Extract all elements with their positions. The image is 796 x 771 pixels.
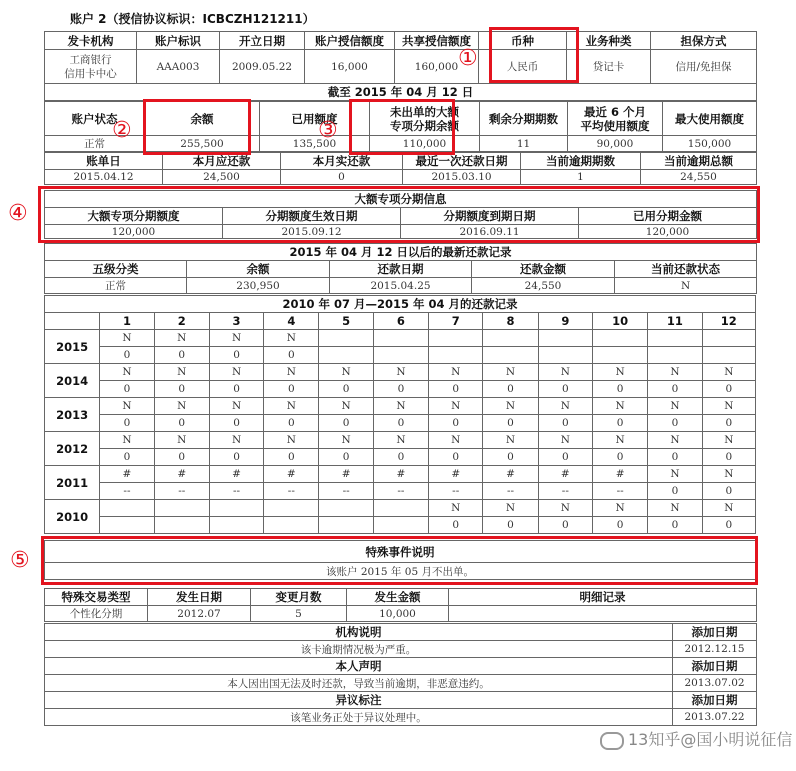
notes-table <box>44 623 757 726</box>
value-unbilled-installment: 110,000 <box>370 136 480 152</box>
value-currency: 人民币 <box>479 50 567 84</box>
history-year-2015: 2015 <box>45 330 100 364</box>
history-status-cell <box>209 500 263 517</box>
institution-note-text: 该卡逾期情况极为严重。 <box>45 641 673 658</box>
history-amount-cell <box>154 517 209 534</box>
value-bill-day: 2015.04.12 <box>45 170 163 185</box>
header-trade-type: 特殊交易类型 <box>45 589 148 606</box>
history-amount-cell <box>319 347 373 364</box>
month-header-2: 2 <box>154 313 209 330</box>
large-installment-title: 大额专项分期信息 <box>45 191 757 208</box>
marker-5: ⑤ <box>10 548 30 573</box>
header-detail-record: 明细记录 <box>449 589 757 606</box>
history-amount-cell: 0 <box>429 381 483 398</box>
history-amount-cell: 0 <box>154 415 209 432</box>
history-amount-cell: 0 <box>648 483 702 500</box>
value-trade-amount: 10,000 <box>347 606 449 622</box>
history-amount-cell: 0 <box>319 381 373 398</box>
history-status-cell: N <box>319 398 373 415</box>
history-amount-cell: 0 <box>592 381 647 398</box>
month-header-4: 4 <box>264 313 319 330</box>
history-amount-cell: 0 <box>100 347 154 364</box>
value-account-status: 正常 <box>45 136 145 152</box>
history-status-cell <box>319 330 373 347</box>
history-status-cell: # <box>319 466 373 483</box>
history-status-cell: N <box>592 500 647 517</box>
history-amount-cell: 0 <box>154 449 209 466</box>
header-used-limit: 已用额度 <box>260 102 370 136</box>
header-guarantee: 担保方式 <box>651 32 757 50</box>
history-amount-cell <box>702 347 755 364</box>
history-status-cell: N <box>483 432 538 449</box>
history-row-2012-amount <box>45 449 756 466</box>
history-status-cell: N <box>702 398 755 415</box>
header-installment-limit: 大额专项分期额度 <box>45 208 223 225</box>
value-credit-limit: 16,000 <box>305 50 395 84</box>
history-status-cell: N <box>483 500 538 517</box>
header-account-id: 账户标识 <box>137 32 220 50</box>
history-amount-cell: 0 <box>319 415 373 432</box>
history-status-cell: N <box>702 500 755 517</box>
history-amount-cell: 0 <box>702 415 755 432</box>
header-currency: 币种 <box>479 32 567 50</box>
history-amount-cell: -- <box>264 483 319 500</box>
history-status-cell: # <box>154 466 209 483</box>
history-status-cell: N <box>154 364 209 381</box>
header-shared-limit: 共享授信额度 <box>395 32 479 50</box>
history-row-2010-amount <box>45 517 756 534</box>
header-paid-this-month: 本月实还款 <box>281 153 403 170</box>
history-amount-cell: 0 <box>483 517 538 534</box>
value-paid-this-month: 0 <box>281 170 403 185</box>
marker-3: ③ <box>318 118 338 143</box>
value-installment-used: 120,000 <box>579 225 757 239</box>
institution-note-date: 2012.12.15 <box>673 641 757 658</box>
header-repay-status: 当前还款状态 <box>615 261 757 278</box>
history-amount-cell: -- <box>209 483 263 500</box>
repay-history-title: 2010 年 07 月—2015 年 04 月的还款记录 <box>45 296 756 313</box>
history-amount-cell: 0 <box>648 449 702 466</box>
header-remaining-periods: 剩余分期期数 <box>480 102 568 136</box>
history-amount-cell: 0 <box>702 381 755 398</box>
history-status-cell: # <box>100 466 154 483</box>
history-amount-cell: -- <box>373 483 428 500</box>
history-amount-cell: -- <box>100 483 154 500</box>
history-row-2010-status <box>45 500 756 517</box>
month-header-1: 1 <box>100 313 154 330</box>
history-amount-cell: 0 <box>264 381 319 398</box>
history-status-cell: N <box>209 330 263 347</box>
history-status-cell: N <box>648 364 702 381</box>
header-overdue-total: 当前逾期总额 <box>641 153 757 170</box>
history-amount-cell: 0 <box>373 415 428 432</box>
history-status-cell: N <box>702 364 755 381</box>
history-status-cell: N <box>100 432 154 449</box>
value-shared-limit: 160,000 <box>395 50 479 84</box>
dispute-note-title: 异议标注 <box>45 692 673 709</box>
header-repay-amount: 还款金额 <box>472 261 615 278</box>
history-amount-cell: 0 <box>538 449 592 466</box>
history-status-cell: N <box>538 398 592 415</box>
history-status-cell <box>538 330 592 347</box>
month-header-blank <box>45 313 100 330</box>
value-overdue-total: 24,550 <box>641 170 757 185</box>
value-used-limit: 135,500 <box>260 136 370 152</box>
account-status-table <box>44 101 757 152</box>
history-status-cell: # <box>592 466 647 483</box>
watermark <box>600 727 792 750</box>
month-header-10: 10 <box>592 313 647 330</box>
history-status-cell: N <box>592 398 647 415</box>
history-amount-cell: -- <box>538 483 592 500</box>
history-amount-cell: 0 <box>483 415 538 432</box>
history-status-cell <box>429 330 483 347</box>
history-amount-cell: 0 <box>373 449 428 466</box>
history-row-2013-status <box>45 398 756 415</box>
history-status-cell <box>592 330 647 347</box>
header-bill-day: 账单日 <box>45 153 163 170</box>
special-trade-table <box>44 588 757 622</box>
history-status-cell: N <box>702 432 755 449</box>
history-status-cell <box>702 330 755 347</box>
personal-statement-date: 2013.07.02 <box>673 675 757 692</box>
history-amount-cell: -- <box>154 483 209 500</box>
history-amount-cell: 0 <box>264 449 319 466</box>
latest-repay-table <box>44 243 757 294</box>
history-amount-cell: 0 <box>154 347 209 364</box>
history-status-cell: N <box>592 432 647 449</box>
history-status-cell: N <box>264 432 319 449</box>
history-status-cell: N <box>648 432 702 449</box>
history-status-cell <box>319 500 373 517</box>
history-status-cell: N <box>154 398 209 415</box>
dispute-note-date-label: 添加日期 <box>673 692 757 709</box>
history-amount-cell: 0 <box>373 381 428 398</box>
marker-2: ② <box>112 118 132 143</box>
header-due-this-month: 本月应还款 <box>163 153 281 170</box>
history-amount-cell: 0 <box>483 381 538 398</box>
value-business-type: 贷记卡 <box>567 50 651 84</box>
personal-statement-title: 本人声明 <box>45 658 673 675</box>
history-year-2011: 2011 <box>45 466 100 500</box>
history-amount-cell <box>592 347 647 364</box>
header-issuer: 发卡机构 <box>45 32 137 50</box>
history-amount-cell: 0 <box>209 415 263 432</box>
month-header-9: 9 <box>538 313 592 330</box>
header-latest-balance: 余额 <box>187 261 330 278</box>
history-status-cell: N <box>429 432 483 449</box>
value-max-usage: 150,000 <box>663 136 757 152</box>
history-status-cell <box>648 330 702 347</box>
history-amount-cell: 0 <box>592 415 647 432</box>
history-amount-cell: 0 <box>538 381 592 398</box>
month-header-11: 11 <box>648 313 702 330</box>
history-amount-cell: 0 <box>702 483 755 500</box>
history-row-2011-status <box>45 466 756 483</box>
history-amount-cell: 0 <box>154 381 209 398</box>
header-last-repay-date: 最近一次还款日期 <box>403 153 521 170</box>
header-credit-limit: 账户授信额度 <box>305 32 395 50</box>
personal-statement-date-label: 添加日期 <box>673 658 757 675</box>
as-of-date: 截至 2015 年 04 月 12 日 <box>45 84 757 101</box>
month-header-6: 6 <box>373 313 428 330</box>
history-row-2014-status <box>45 364 756 381</box>
institution-note-title: 机构说明 <box>45 624 673 641</box>
history-status-cell: # <box>429 466 483 483</box>
history-amount-cell: -- <box>592 483 647 500</box>
special-event-title: 特殊事件说明 <box>45 541 756 563</box>
history-status-cell: N <box>702 466 755 483</box>
history-row-2015-amount <box>45 347 756 364</box>
history-status-cell: # <box>264 466 319 483</box>
header-avg-usage: 最近 6 个月 平均使用额度 <box>568 102 663 136</box>
value-due-this-month: 24,500 <box>163 170 281 185</box>
history-amount-cell: 0 <box>100 449 154 466</box>
history-status-cell: N <box>538 364 592 381</box>
value-repay-status: N <box>615 278 757 294</box>
marker-4: ④ <box>8 201 28 226</box>
history-status-cell: # <box>209 466 263 483</box>
month-header-8: 8 <box>483 313 538 330</box>
history-amount-cell: -- <box>429 483 483 500</box>
value-installment-end: 2016.09.11 <box>401 225 579 239</box>
value-open-date: 2009.05.22 <box>220 50 305 84</box>
history-amount-cell <box>538 347 592 364</box>
account-basic-table <box>44 31 757 101</box>
month-header-row <box>45 313 756 330</box>
history-amount-cell: 0 <box>538 415 592 432</box>
history-status-cell: # <box>538 466 592 483</box>
header-balance: 余额 <box>145 102 260 136</box>
value-trade-type: 个性化分期 <box>45 606 148 622</box>
history-amount-cell: 0 <box>592 517 647 534</box>
history-status-cell: N <box>373 432 428 449</box>
history-status-cell: N <box>319 432 373 449</box>
history-status-cell <box>154 500 209 517</box>
value-change-months: 5 <box>251 606 347 622</box>
history-status-cell: N <box>648 500 702 517</box>
account-title: 账户 2（授信协议标识：ICBCZH121211） <box>70 12 315 26</box>
history-amount-cell: 0 <box>648 517 702 534</box>
dispute-note-text: 该笔业务正处于异议处理中。 <box>45 709 673 726</box>
header-installment-used: 已用分期金额 <box>579 208 757 225</box>
history-status-cell: # <box>373 466 428 483</box>
watermark-text: 13知乎@国小明说征信 <box>628 730 793 749</box>
special-event-text: 该账户 2015 年 05 月不出单。 <box>45 563 756 580</box>
history-amount-cell: 0 <box>100 415 154 432</box>
history-amount-cell: 0 <box>592 449 647 466</box>
history-status-cell: N <box>100 398 154 415</box>
history-amount-cell: 0 <box>702 517 755 534</box>
value-account-id: AAA003 <box>137 50 220 84</box>
value-issuer: 工商银行 信用卡中心 <box>45 50 137 84</box>
month-header-3: 3 <box>209 313 263 330</box>
header-trade-date: 发生日期 <box>148 589 251 606</box>
value-latest-balance: 230,950 <box>187 278 330 294</box>
history-amount-cell: 0 <box>264 415 319 432</box>
history-amount-cell <box>319 517 373 534</box>
history-amount-cell: 0 <box>100 381 154 398</box>
history-amount-cell: -- <box>483 483 538 500</box>
value-installment-limit: 120,000 <box>45 225 223 239</box>
history-status-cell <box>100 500 154 517</box>
header-repay-date: 还款日期 <box>330 261 472 278</box>
history-status-cell: N <box>648 466 702 483</box>
history-year-2010: 2010 <box>45 500 100 534</box>
history-status-cell: N <box>100 330 154 347</box>
header-five-level: 五级分类 <box>45 261 187 278</box>
value-detail-record <box>449 606 757 622</box>
value-five-level: 正常 <box>45 278 187 294</box>
history-status-cell: N <box>154 330 209 347</box>
history-amount-cell: 0 <box>264 347 319 364</box>
history-amount-cell: 0 <box>209 381 263 398</box>
institution-note-date-label: 添加日期 <box>673 624 757 641</box>
header-account-status: 账户状态 <box>45 102 145 136</box>
history-status-cell: N <box>429 364 483 381</box>
history-amount-cell: 0 <box>702 449 755 466</box>
history-status-cell <box>264 500 319 517</box>
history-year-2012: 2012 <box>45 432 100 466</box>
large-installment-table <box>44 190 757 239</box>
value-balance: 255,500 <box>145 136 260 152</box>
header-open-date: 开立日期 <box>220 32 305 50</box>
latest-repay-title: 2015 年 04 月 12 日以后的最新还款记录 <box>45 244 757 261</box>
header-installment-end: 分期额度到期日期 <box>401 208 579 225</box>
dispute-note-date: 2013.07.22 <box>673 709 757 726</box>
history-amount-cell: 0 <box>209 347 263 364</box>
history-year-2014: 2014 <box>45 364 100 398</box>
history-status-cell: N <box>373 398 428 415</box>
history-row-2012-status <box>45 432 756 449</box>
history-status-cell: N <box>538 500 592 517</box>
history-row-2011-amount <box>45 483 756 500</box>
history-status-cell: N <box>264 364 319 381</box>
wechat-icon <box>600 732 624 750</box>
history-status-cell: N <box>154 432 209 449</box>
history-amount-cell: 0 <box>648 381 702 398</box>
history-status-cell: N <box>592 364 647 381</box>
history-row-2015-status <box>45 330 756 347</box>
value-guarantee: 信用/免担保 <box>651 50 757 84</box>
value-installment-start: 2015.09.12 <box>223 225 401 239</box>
history-amount-cell <box>209 517 263 534</box>
header-overdue-periods: 当前逾期期数 <box>521 153 641 170</box>
billing-table <box>44 152 757 185</box>
header-installment-start: 分期额度生效日期 <box>223 208 401 225</box>
history-status-cell: N <box>483 398 538 415</box>
history-status-cell: N <box>648 398 702 415</box>
header-unbilled-installment: 未出单的大额 专项分期余额 <box>370 102 480 136</box>
history-status-cell <box>373 330 428 347</box>
history-year-2013: 2013 <box>45 398 100 432</box>
value-avg-usage: 90,000 <box>568 136 663 152</box>
history-amount-cell <box>100 517 154 534</box>
history-row-2014-amount <box>45 381 756 398</box>
special-event-table <box>44 540 756 580</box>
history-status-cell: # <box>483 466 538 483</box>
value-last-repay-date: 2015.03.10 <box>403 170 521 185</box>
month-header-12: 12 <box>702 313 755 330</box>
header-trade-amount: 发生金额 <box>347 589 449 606</box>
history-amount-cell <box>373 517 428 534</box>
repay-history-table <box>44 295 756 534</box>
history-amount-cell: 0 <box>429 415 483 432</box>
history-status-cell: N <box>319 364 373 381</box>
value-trade-date: 2012.07 <box>148 606 251 622</box>
history-status-cell <box>483 330 538 347</box>
value-remaining-periods: 11 <box>480 136 568 152</box>
history-status-cell: N <box>100 364 154 381</box>
history-amount-cell: -- <box>319 483 373 500</box>
history-amount-cell: 0 <box>429 517 483 534</box>
history-amount-cell <box>429 347 483 364</box>
history-status-cell: N <box>264 330 319 347</box>
header-max-usage: 最大使用额度 <box>663 102 757 136</box>
history-amount-cell: 0 <box>319 449 373 466</box>
marker-1: ① <box>458 46 478 71</box>
history-status-cell: N <box>429 500 483 517</box>
history-amount-cell: 0 <box>209 449 263 466</box>
history-status-cell <box>373 500 428 517</box>
history-status-cell: N <box>373 364 428 381</box>
month-header-7: 7 <box>429 313 483 330</box>
history-row-2013-amount <box>45 415 756 432</box>
personal-statement-text: 本人因出国无法及时还款，导致当前逾期，非恶意违约。 <box>45 675 673 692</box>
history-status-cell: N <box>209 364 263 381</box>
value-repay-date: 2015.04.25 <box>330 278 472 294</box>
history-amount-cell: 0 <box>538 517 592 534</box>
value-overdue-periods: 1 <box>521 170 641 185</box>
value-repay-amount: 24,550 <box>472 278 615 294</box>
header-business-type: 业务种类 <box>567 32 651 50</box>
history-amount-cell: 0 <box>483 449 538 466</box>
month-header-5: 5 <box>319 313 373 330</box>
header-change-months: 变更月数 <box>251 589 347 606</box>
history-status-cell: N <box>429 398 483 415</box>
history-status-cell: N <box>264 398 319 415</box>
history-amount-cell <box>648 347 702 364</box>
history-status-cell: N <box>209 398 263 415</box>
history-status-cell: N <box>483 364 538 381</box>
history-amount-cell <box>483 347 538 364</box>
history-amount-cell: 0 <box>648 415 702 432</box>
history-amount-cell: 0 <box>429 449 483 466</box>
history-status-cell: N <box>209 432 263 449</box>
history-status-cell: N <box>538 432 592 449</box>
history-amount-cell <box>373 347 428 364</box>
history-amount-cell <box>264 517 319 534</box>
